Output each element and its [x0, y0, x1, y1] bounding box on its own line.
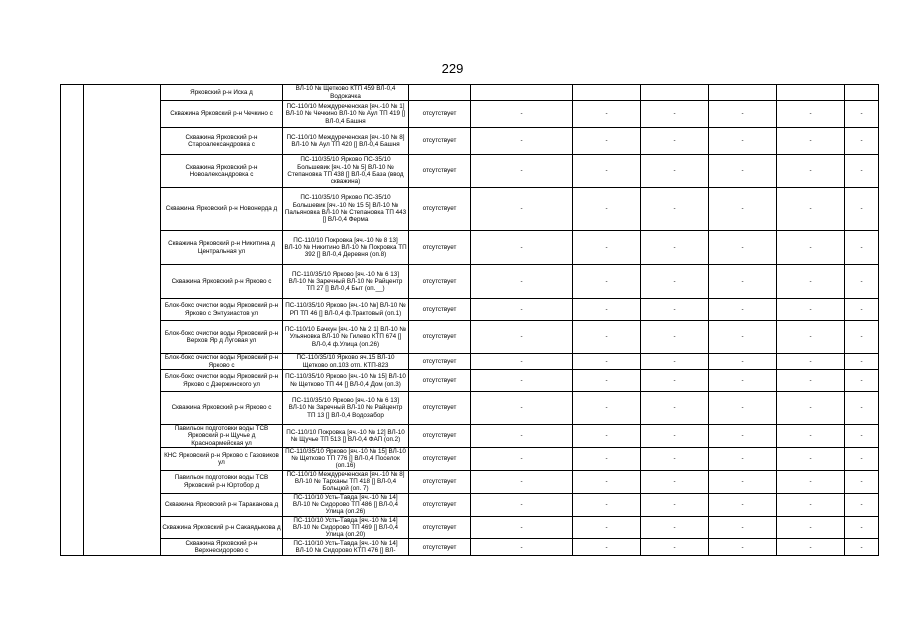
value-cell: -	[777, 470, 845, 493]
value-cell: -	[573, 155, 641, 188]
value-cell: -	[471, 516, 573, 539]
table-row	[61, 101, 879, 128]
object-cell: КНС Ярковский р-н Ярково с Газовиков ул	[161, 447, 283, 470]
value-cell: -	[777, 265, 845, 299]
value-cell: -	[471, 155, 573, 188]
power-line-cell: ПС-110/10 Усть-Тавда [яч.-10 № 14] ВЛ-10 № Сидорово КТП 476 [] ВЛ-	[283, 539, 409, 556]
table-row	[61, 321, 879, 354]
status-cell: отсутствует	[409, 101, 471, 128]
value-cell: -	[777, 299, 845, 321]
object-cell: Скважина Ярковский р-н Староалександровка с	[161, 128, 283, 155]
status-cell: отсутствует	[409, 128, 471, 155]
object-cell: Скважина Ярковский р-н Верхнесидорово с	[161, 539, 283, 556]
value-cell: -	[845, 321, 879, 354]
status-cell: отсутствует	[409, 425, 471, 448]
power-line-cell: ПС-110/10 Междуреченская [яч.-10 № 8] ВЛ-10 № Тарханы ТП 418 [] ВЛ-0,4 Больцюй (оп. 7)	[283, 470, 409, 493]
object-cell: Павильон подготовки воды ТСВ Ярковский р-н Щучье д Красноармейская ул	[161, 425, 283, 448]
value-cell: -	[845, 392, 879, 425]
value-cell: -	[641, 299, 709, 321]
value-cell: -	[573, 299, 641, 321]
object-cell: Скважина Ярковский р-н Чечкино с	[161, 101, 283, 128]
value-cell: -	[641, 425, 709, 448]
status-cell: отсутствует	[409, 516, 471, 539]
value-cell: -	[845, 470, 879, 493]
status-cell: отсутствует	[409, 370, 471, 392]
object-cell: Ярковский р-н Иска д	[161, 85, 283, 101]
value-cell: -	[709, 447, 777, 470]
value-cell: -	[777, 128, 845, 155]
power-line-cell: ПС-110/35/10 Ярково яч.15 ВЛ-10 Щетково оп.103 отп. КТП-823	[283, 354, 409, 370]
table-row	[61, 155, 879, 188]
power-line-cell: ПС-110/35/10 Ярково ПС-35/10 Большевик [яч.-10 № 15 5] ВЛ-10 № Пальяновка ВЛ-10 № Степановка ТП 443 [] ВЛ-0,4 Ферма	[283, 188, 409, 231]
value-cell: -	[709, 425, 777, 448]
value-cell: -	[573, 101, 641, 128]
value-cell	[845, 85, 879, 101]
value-cell: -	[845, 539, 879, 556]
status-cell: отсутствует	[409, 539, 471, 556]
value-cell: -	[845, 370, 879, 392]
value-cell: -	[471, 101, 573, 128]
page-number: 229	[441, 61, 464, 76]
value-cell: -	[709, 370, 777, 392]
value-cell	[573, 85, 641, 101]
table-row	[61, 392, 879, 425]
value-cell: -	[777, 155, 845, 188]
value-cell: -	[845, 354, 879, 370]
value-cell: -	[573, 447, 641, 470]
value-cell: -	[641, 265, 709, 299]
value-cell: -	[641, 128, 709, 155]
status-cell: отсутствует	[409, 493, 471, 516]
value-cell: -	[641, 516, 709, 539]
power-line-cell: ПС-110/10 Бачкун [яч.-10 № 2 1] ВЛ-10 № Ульяновка ВЛ-10 № Гилево КТП 674 [] ВЛ-0,4 ф.Улица (оп.26)	[283, 321, 409, 354]
value-cell: -	[471, 370, 573, 392]
value-cell	[641, 85, 709, 101]
value-cell: -	[471, 425, 573, 448]
table-row	[61, 85, 879, 101]
value-cell: -	[641, 493, 709, 516]
value-cell: -	[845, 101, 879, 128]
value-cell: -	[641, 354, 709, 370]
value-cell: -	[471, 128, 573, 155]
value-cell: -	[845, 516, 879, 539]
object-cell: Скважина Ярковский р-н Тараканова д	[161, 493, 283, 516]
value-cell: -	[573, 516, 641, 539]
value-cell: -	[471, 447, 573, 470]
value-cell: -	[573, 354, 641, 370]
value-cell: -	[709, 299, 777, 321]
power-line-cell: ПС-110/35/10 Ярково [яч.-10 №] ВЛ-10 № РП ТП 46 [] ВЛ-0,4 ф.Трактовый (оп.1)	[283, 299, 409, 321]
value-cell: -	[641, 188, 709, 231]
value-cell: -	[709, 392, 777, 425]
table-row	[61, 265, 879, 299]
value-cell: -	[709, 101, 777, 128]
status-cell: отсутствует	[409, 321, 471, 354]
value-cell: -	[641, 392, 709, 425]
table-row	[61, 370, 879, 392]
status-cell: отсутствует	[409, 231, 471, 265]
object-cell: Блок-бокс очистки воды Ярковский р-н Верхов Яр д Луговая ул	[161, 321, 283, 354]
power-line-cell: ПС-110/35/10 Ярково ПС-35/10 Большевик [яч.-10 № 5] ВЛ-10 № Степановка ТП 438 [] ВЛ-0,4 База (ввод скважина)	[283, 155, 409, 188]
object-cell: Павильон подготовки воды ТСВ Ярковский р-н Юртобор д	[161, 470, 283, 493]
table-row	[61, 188, 879, 231]
value-cell: -	[845, 493, 879, 516]
value-cell: -	[573, 265, 641, 299]
object-cell: Блок-бокс очистки воды Ярковский р-н Ярково с Энтузиастов ул	[161, 299, 283, 321]
table-row	[61, 354, 879, 370]
value-cell: -	[777, 493, 845, 516]
value-cell: -	[777, 188, 845, 231]
value-cell: -	[641, 321, 709, 354]
value-cell: -	[573, 392, 641, 425]
value-cell: -	[709, 231, 777, 265]
value-cell: -	[471, 231, 573, 265]
value-cell: -	[641, 370, 709, 392]
value-cell: -	[777, 425, 845, 448]
value-cell	[471, 85, 573, 101]
object-cell: Скважина Ярковский р-н Сакаядыкова д	[161, 516, 283, 539]
object-cell: Скважина Ярковский р-н Ярково с	[161, 265, 283, 299]
value-cell: -	[573, 231, 641, 265]
value-cell: -	[573, 188, 641, 231]
value-cell: -	[573, 128, 641, 155]
value-cell: -	[709, 516, 777, 539]
value-cell: -	[471, 539, 573, 556]
value-cell: -	[709, 188, 777, 231]
value-cell: -	[709, 128, 777, 155]
object-cell: Блок-бокс очистки воды Ярковский р-н Ярково с Дзержинского ул	[161, 370, 283, 392]
status-cell: отсутствует	[409, 447, 471, 470]
power-line-cell: ПС-110/35/10 Ярково [яч.-10 № 15] ВЛ-10 № Щетково ТП 44 [] ВЛ-0,4 Дом (оп.3)	[283, 370, 409, 392]
value-cell: -	[641, 447, 709, 470]
value-cell: -	[777, 101, 845, 128]
value-cell: -	[777, 516, 845, 539]
power-line-cell: ПС-110/10 Усть-Тавда [яч.-10 № 14] ВЛ-10 № Сидорово ТП 486 [] ВЛ-0,4 Улица (оп.26)	[283, 493, 409, 516]
object-cell: Скважина Ярковский р-н Никитина д Центральная ул	[161, 231, 283, 265]
object-cell: Скважина Ярковский р-н Ярково с	[161, 392, 283, 425]
table-row	[61, 128, 879, 155]
value-cell: -	[709, 539, 777, 556]
value-cell: -	[573, 470, 641, 493]
value-cell: -	[573, 425, 641, 448]
status-cell: отсутствует	[409, 354, 471, 370]
object-cell: Блок-бокс очистки воды Ярковский р-н Ярково с	[161, 354, 283, 370]
table-row	[61, 231, 879, 265]
table-body	[61, 85, 879, 556]
status-cell	[409, 85, 471, 101]
object-cell: Скважина Ярковский р-н Новонерда д	[161, 188, 283, 231]
value-cell: -	[845, 128, 879, 155]
value-cell: -	[845, 425, 879, 448]
value-cell: -	[845, 299, 879, 321]
value-cell: -	[471, 265, 573, 299]
status-cell: отсутствует	[409, 155, 471, 188]
value-cell: -	[777, 321, 845, 354]
power-line-cell: ПС-110/10 Усть-Тавда [яч.-10 № 14] ВЛ-10 № Сидорово ТП 469 [] ВЛ-0,4 Улица (оп.20)	[283, 516, 409, 539]
value-cell: -	[777, 539, 845, 556]
value-cell: -	[845, 155, 879, 188]
value-cell: -	[573, 539, 641, 556]
table-row	[61, 539, 879, 556]
power-line-cell: ПС-110/10 Междуреченская [яч.-10 № 8] ВЛ-10 № Аул ТП 420 [] ВЛ-0,4 Башня	[283, 128, 409, 155]
power-line-cell: ВЛ-10 № Щетково КТП 459 ВЛ-0,4 Водокачка	[283, 85, 409, 101]
value-cell: -	[471, 299, 573, 321]
value-cell: -	[641, 539, 709, 556]
value-cell: -	[709, 265, 777, 299]
status-cell: отсутствует	[409, 470, 471, 493]
value-cell: -	[709, 493, 777, 516]
power-line-cell: ПС-110/10 Междуреченская [яч.-10 № 1] ВЛ-10 № Чечкино ВЛ-10 № Аул ТП 419 [] ВЛ-0,4 Башня	[283, 101, 409, 128]
status-cell: отсутствует	[409, 392, 471, 425]
value-cell: -	[709, 470, 777, 493]
value-cell: -	[777, 231, 845, 265]
value-cell: -	[845, 231, 879, 265]
value-cell: -	[471, 354, 573, 370]
group-cell-2	[84, 85, 161, 556]
table-row	[61, 299, 879, 321]
value-cell: -	[777, 354, 845, 370]
value-cell: -	[641, 155, 709, 188]
consumers-table	[60, 84, 879, 556]
power-line-cell: ПС-110/10 Покровка [яч.-10 № 12] ВЛ-10 № Щучье ТП 513 [] ВЛ-0,4 ФАП (оп.2)	[283, 425, 409, 448]
table-row	[61, 425, 879, 448]
table-row	[61, 493, 879, 516]
value-cell: -	[471, 321, 573, 354]
value-cell: -	[471, 188, 573, 231]
status-cell: отсутствует	[409, 188, 471, 231]
status-cell: отсутствует	[409, 265, 471, 299]
value-cell: -	[471, 493, 573, 516]
value-cell: -	[845, 447, 879, 470]
value-cell: -	[641, 101, 709, 128]
power-line-cell: ПС-110/35/10 Ярково [яч.-10 № 15] ВЛ-10 № Щетково ТП 776 [] ВЛ-0,4 Поселок (оп.16)	[283, 447, 409, 470]
power-line-cell: ПС-110/35/10 Ярково [яч.-10 № 6 13] ВЛ-10 № Заречный ВЛ-10 № Райцентр ТП 27 [] ВЛ-0,4 Быт (оп.__)	[283, 265, 409, 299]
value-cell: -	[845, 265, 879, 299]
value-cell: -	[641, 231, 709, 265]
table-row	[61, 447, 879, 470]
value-cell: -	[777, 447, 845, 470]
table-row	[61, 516, 879, 539]
value-cell: -	[709, 354, 777, 370]
value-cell: -	[709, 321, 777, 354]
status-cell: отсутствует	[409, 299, 471, 321]
value-cell	[777, 85, 845, 101]
group-cell-1	[61, 85, 84, 556]
value-cell: -	[845, 188, 879, 231]
value-cell: -	[777, 370, 845, 392]
value-cell: -	[471, 392, 573, 425]
value-cell: -	[641, 470, 709, 493]
power-line-cell: ПС-110/35/10 Ярково [яч.-10 № 6 13] ВЛ-10 № Заречный ВЛ-10 № Райцентр ТП 13 [] ВЛ-0,4 Водозабор	[283, 392, 409, 425]
value-cell: -	[573, 493, 641, 516]
table-row	[61, 470, 879, 493]
power-line-cell: ПС-110/10 Покровка [яч.-10 № 8 13] ВЛ-10 № Никитино ВЛ-10 № Покровка ТП 392 [] ВЛ-0,4 Деревня (оп.8)	[283, 231, 409, 265]
value-cell: -	[573, 321, 641, 354]
object-cell: Скважина Ярковский р-н Новоалександровка с	[161, 155, 283, 188]
value-cell: -	[709, 155, 777, 188]
value-cell: -	[471, 470, 573, 493]
value-cell: -	[777, 392, 845, 425]
value-cell	[709, 85, 777, 101]
value-cell: -	[573, 370, 641, 392]
